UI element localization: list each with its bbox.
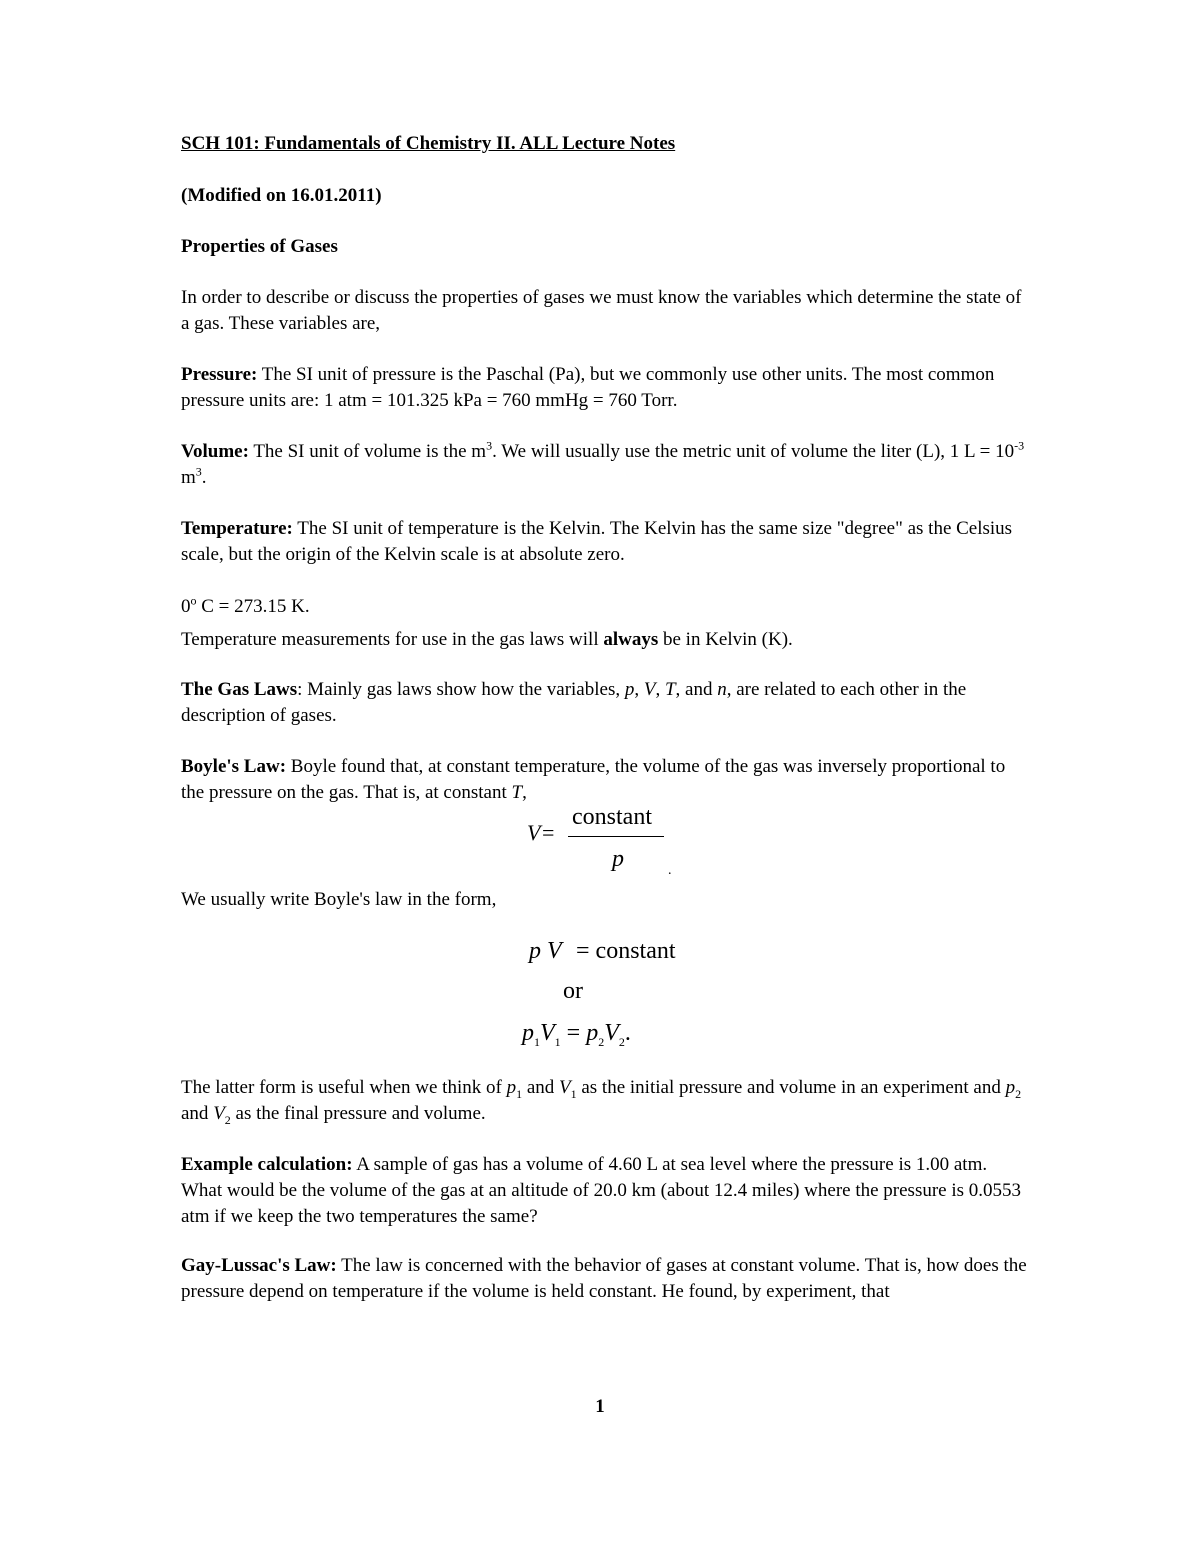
var-p2: p [1005, 1077, 1016, 1098]
volume-sup-3: 3 [195, 464, 202, 479]
boyle-text: Boyle found that, at constant temperature, the volume of the gas was inversely proportional to the pressure on the gas. That is, at constant [181, 756, 1006, 803]
gas-laws-text-2: , are related to each other in the description of gases. [181, 679, 967, 726]
boyle-end: , [522, 782, 527, 803]
zero-celsius-value: 0 [181, 596, 191, 617]
sub-2: 2 [1015, 1086, 1022, 1101]
boyle-label: Boyle's Law: [181, 756, 287, 777]
volume-text-2: . We will usually use the metric unit of volume the liter (L), 1 L = 10 [492, 441, 1015, 462]
gas-laws-paragraph [181, 677, 1031, 729]
example-text: A sample of gas has a volume of 4.60 L at sea level where the pressure is 1.00 atm. What would be the volume of the gas at an altitude of 20.0 km (about 12.4 miles) where the pressure is 0.0553 atm if we keep the two temperatures the same? [181, 1154, 1022, 1227]
volume-text-3: m [181, 467, 196, 488]
sub-2: 2 [224, 1112, 231, 1127]
var-t: T [511, 782, 523, 803]
eq3-p2: p [586, 1020, 599, 1046]
volume-sup-1: 3 [486, 438, 493, 453]
eq3-p1: p [522, 1020, 534, 1046]
eq3-sub2: 1 [554, 1034, 561, 1049]
gas-laws-text-1: : Mainly gas laws show how the variables, [297, 679, 625, 700]
eq3-equals: = [560, 1020, 587, 1046]
fraction-bar [568, 836, 664, 837]
gay-lussac-paragraph [181, 1253, 1031, 1305]
example-paragraph [181, 1152, 1031, 1230]
eq1-period: . [668, 863, 672, 878]
intro-paragraph: In order to describe or discuss the properties of gases we must know the variables which determine the state of a gas. These variables are, [181, 287, 1022, 334]
kelvin-note-text-2: be in Kelvin (K). [658, 629, 793, 650]
var-v1: V [559, 1077, 571, 1098]
pressure-label: Pressure: [181, 364, 258, 385]
var-p1: p [506, 1077, 517, 1098]
sub-1: 1 [516, 1086, 523, 1101]
latter-text-5: as the final pressure and volume. [230, 1103, 486, 1124]
eq1-numerator: constant [572, 804, 652, 830]
latter-text-2: and [522, 1077, 559, 1098]
eq3-sub3: 2 [598, 1034, 605, 1049]
volume-text-4: . [201, 467, 207, 488]
eq3-sub1: 1 [534, 1034, 540, 1049]
example-label: Example calculation: [181, 1154, 353, 1175]
latter-text-4: and [181, 1103, 214, 1124]
kelvin-note [181, 627, 1031, 653]
kelvin-note-text-1: Temperature measurements for use in the gas laws will [181, 629, 604, 650]
eq3-sub4: 2 [618, 1034, 625, 1049]
document-title: SCH 101: Fundamentals of Chemistry II. ALL Lecture Notes [181, 133, 676, 154]
eq1-denominator: p [612, 846, 624, 872]
modified-date: (Modified on 16.01.2011) [181, 185, 382, 206]
page-number: 1 [595, 1396, 605, 1417]
var-v2: V [213, 1103, 225, 1124]
var-t: T [664, 679, 676, 700]
temperature-paragraph [181, 516, 1031, 568]
latter-text-1: The latter form is useful when we think of [181, 1077, 507, 1098]
boyle-form-text: We usually write Boyle's law in the form, [181, 889, 497, 910]
degree-sup: o [190, 593, 197, 608]
latter-text-3: as the initial pressure and volume in an experiment and [576, 1077, 1006, 1098]
comma: , [655, 679, 665, 700]
eq2-lhs: p V [529, 938, 562, 964]
latter-form-paragraph [181, 1075, 1031, 1127]
volume-text-1: The SI unit of volume is the m [248, 441, 487, 462]
temperature-label: Temperature: [181, 518, 293, 539]
volume-paragraph [181, 439, 1031, 491]
var-v: V [643, 679, 656, 700]
gas-laws-label: The Gas Laws [181, 679, 298, 700]
zero-celsius-line [181, 594, 1031, 620]
gay-lussac-text: The law is concerned with the behavior of gases at constant volume. That is, how does the pressure depend on temperature if the volume is held constant. He found, by experiment, that [181, 1255, 1027, 1302]
pressure-paragraph [181, 362, 1031, 414]
eq3-v2: V [604, 1020, 619, 1046]
volume-sup-2: -3 [1014, 438, 1025, 453]
section-heading: Properties of Gases [181, 236, 338, 257]
or-text: or [563, 978, 583, 1004]
temperature-text: The SI unit of temperature is the Kelvin. The Kelvin has the same size "degree" as the Celsius scale, but the origin of the Kelvin scale is at absolute zero. [181, 518, 1013, 565]
eq3-period: . [624, 1020, 631, 1046]
boyle-paragraph [181, 754, 1031, 806]
volume-label: Volume: [181, 441, 249, 462]
zero-celsius-rest: C = 273.15 K. [196, 596, 310, 617]
sub-1: 1 [570, 1086, 577, 1101]
kelvin-note-bold: always [603, 629, 659, 650]
eq1-equals: = [542, 820, 555, 845]
conjunction: , and [675, 679, 718, 700]
comma: , [634, 679, 644, 700]
pressure-text: The SI unit of pressure is the Paschal (Pa), but we commonly use other units. The most common pressure units are: 1 atm = 101.325 kPa = 760 mmHg = 760 Torr. [181, 364, 995, 411]
var-n: n [717, 679, 727, 700]
boyle-initial-final-equation [522, 1020, 631, 1049]
var-p: p [624, 679, 635, 700]
gay-lussac-label: Gay-Lussac's Law: [181, 1255, 337, 1276]
eq2-rhs: = constant [570, 938, 676, 964]
eq3-v1: V [540, 1020, 555, 1046]
eq1-lhs: V [527, 820, 541, 845]
